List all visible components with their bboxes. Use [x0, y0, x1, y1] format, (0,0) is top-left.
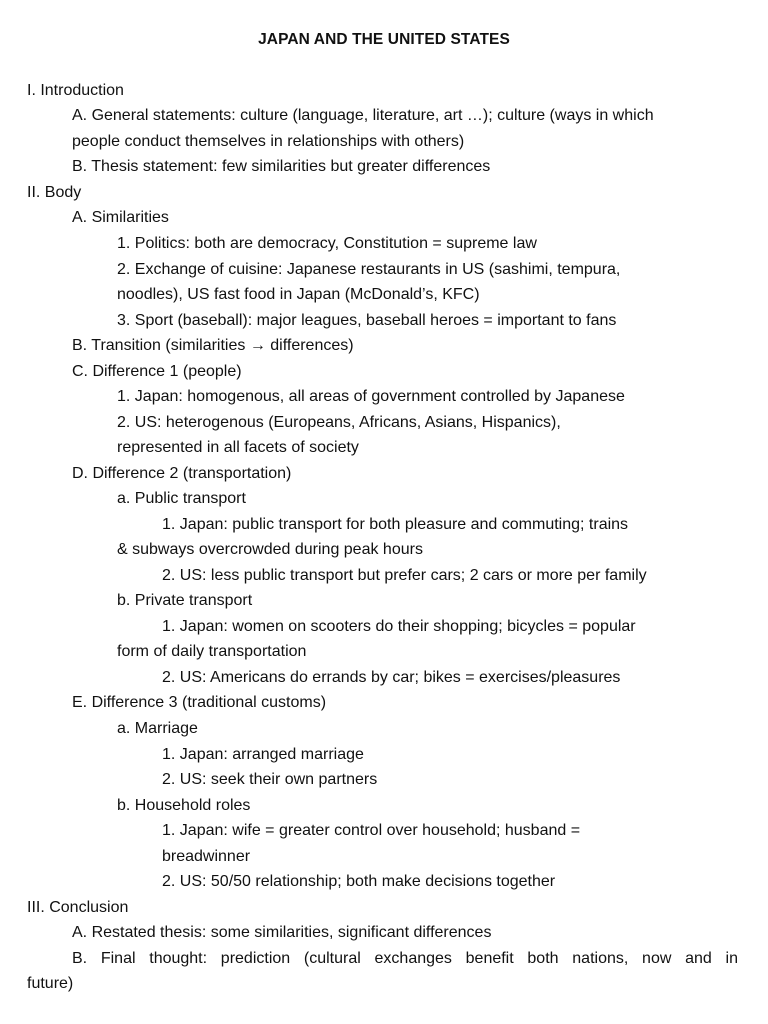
outline-line: III. Conclusion: [27, 899, 129, 916]
outline-line: 1. Japan: women on scooters do their shopping; bicycles = popular: [162, 618, 636, 635]
outline-line: 3. Sport (baseball): major leagues, baseball heroes = important to fans: [117, 312, 617, 329]
outline-line-justified: [72, 948, 738, 970]
outline-line: B. Transition (similarities → differences): [72, 337, 354, 354]
outline-line: noodles), US fast food in Japan (McDonald’s, KFC): [117, 286, 480, 303]
outline-line: 2. US: 50/50 relationship; both make decisions together: [162, 873, 556, 890]
outline-line: people conduct themselves in relationships with others): [72, 133, 465, 150]
outline-line: 1. Japan: homogenous, all areas of government controlled by Japanese: [117, 388, 625, 405]
outline-line: 2. US: seek their own partners: [162, 771, 378, 788]
outline-line: A. Similarities: [72, 209, 169, 226]
outline-line: 2. US: less public transport but prefer cars; 2 cars or more per family: [162, 567, 647, 584]
outline-line: represented in all facets of society: [117, 439, 359, 456]
outline-line: 1. Politics: both are democracy, Constitution = supreme law: [117, 235, 537, 252]
outline-line: D. Difference 2 (transportation): [72, 465, 292, 482]
outline-line: 1. Japan: public transport for both pleasure and commuting; trains: [162, 516, 629, 533]
outline-line: 1. Japan: arranged marriage: [162, 746, 364, 763]
outline-line: a. Public transport: [117, 490, 246, 507]
outline-line: 2. US: heterogenous (Europeans, Africans, Asians, Hispanics),: [117, 414, 561, 431]
outline-line: II. Body: [27, 184, 82, 201]
outline-line: future): [27, 975, 74, 992]
document-title: JAPAN AND THE UNITED STATES: [258, 31, 510, 48]
outline-line: b. Household roles: [117, 797, 251, 814]
outline-line: breadwinner: [162, 848, 251, 865]
outline-line: C. Difference 1 (people): [72, 363, 242, 380]
outline-line: B. Thesis statement: few similarities but greater differences: [72, 158, 491, 175]
outline-line: A. Restated thesis: some similarities, significant differences: [72, 924, 492, 941]
outline-line: I. Introduction: [27, 82, 124, 99]
outline-line: A. General statements: culture (language, literature, art …); culture (ways in which: [72, 107, 654, 124]
outline-line: a. Marriage: [117, 720, 198, 737]
outline-line: 2. US: Americans do errands by car; bikes = exercises/pleasures: [162, 669, 621, 686]
outline-line-text: B. Final thought: prediction (cultural exchanges benefit both nations, now and in: [72, 950, 738, 967]
outline-line: 1. Japan: wife = greater control over household; husband =: [162, 822, 581, 839]
outline-line: & subways overcrowded during peak hours: [117, 541, 423, 558]
outline-line: E. Difference 3 (traditional customs): [72, 694, 327, 711]
outline-line: b. Private transport: [117, 592, 253, 609]
outline-line: form of daily transportation: [117, 643, 307, 660]
outline-line: 2. Exchange of cuisine: Japanese restaurants in US (sashimi, tempura,: [117, 261, 621, 278]
